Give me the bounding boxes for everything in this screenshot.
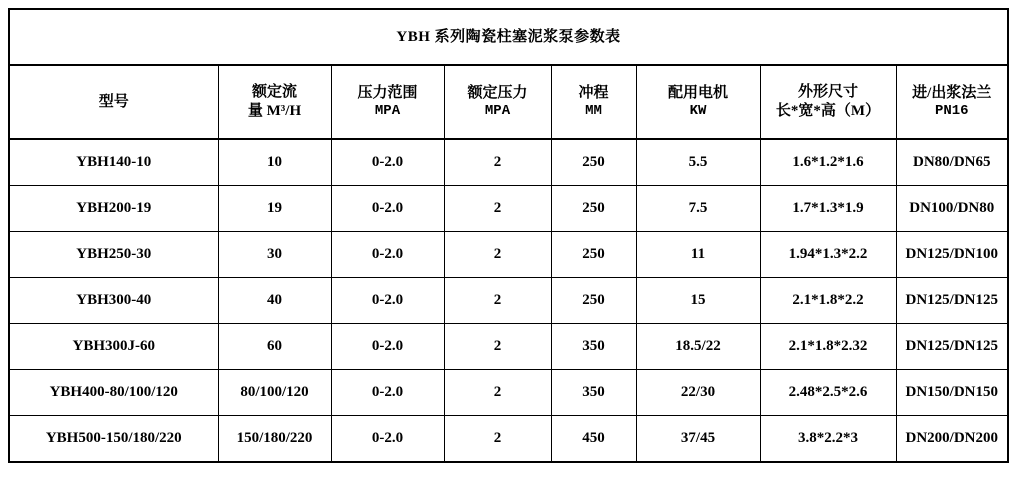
- table-row: [9, 370, 1008, 416]
- cell-dimensions: 1.7*1.3*1.9: [760, 186, 896, 232]
- page-title: YBH 系列陶瓷柱塞泥浆泵参数表: [9, 9, 1008, 65]
- cell-stroke: 250: [551, 186, 636, 232]
- cell-dimensions: 3.8*2.2*3: [760, 416, 896, 463]
- cell-dimensions: 2.48*2.5*2.6: [760, 370, 896, 416]
- cell-flange: DN150/DN150: [896, 370, 1008, 416]
- cell-dimensions: 1.6*1.2*1.6: [760, 139, 896, 186]
- table-row: [9, 232, 1008, 278]
- column-header-pressure-range-line2: MPA: [374, 102, 401, 119]
- cell-dimensions: 2.1*1.8*2.32: [760, 324, 896, 370]
- cell-flow: 10: [218, 139, 331, 186]
- cell-rated-pressure: 2: [444, 232, 551, 278]
- cell-pressure-range: 0-2.0: [331, 416, 444, 463]
- cell-model: YBH200-19: [9, 186, 218, 232]
- cell-rated-pressure: 2: [444, 370, 551, 416]
- cell-rated-pressure: 2: [444, 324, 551, 370]
- column-header-pressure-range-line1: 压力范围: [357, 84, 418, 101]
- cell-rated-pressure: 2: [444, 416, 551, 463]
- cell-flow: 30: [218, 232, 331, 278]
- cell-flange: DN100/DN80: [896, 186, 1008, 232]
- column-header-dimensions-line1: 外形尺寸: [797, 84, 858, 101]
- cell-stroke: 450: [551, 416, 636, 463]
- table-row: [9, 278, 1008, 324]
- column-header-flange-line1: 进/出浆法兰: [912, 84, 992, 101]
- table-header-row: [9, 65, 1008, 139]
- cell-flange: DN200/DN200: [896, 416, 1008, 463]
- cell-flow: 150/180/220: [218, 416, 331, 463]
- column-header-flow-line2: 量 M³/H: [247, 103, 302, 119]
- document-sheet: [0, 8, 1011, 484]
- cell-motor: 22/30: [636, 370, 760, 416]
- column-header-motor: [636, 65, 760, 139]
- cell-motor: 7.5: [636, 186, 760, 232]
- cell-model: YBH300J-60: [9, 324, 218, 370]
- table-row: [9, 416, 1008, 463]
- table-row: [9, 139, 1008, 186]
- column-header-rated-pressure: [444, 65, 551, 139]
- cell-flow: 80/100/120: [218, 370, 331, 416]
- column-header-dimensions-line2: 长*宽*高（M）: [775, 103, 881, 119]
- cell-stroke: 250: [551, 139, 636, 186]
- cell-stroke: 350: [551, 324, 636, 370]
- cell-dimensions: 2.1*1.8*2.2: [760, 278, 896, 324]
- cell-stroke: 350: [551, 370, 636, 416]
- table-title-row: [9, 9, 1008, 65]
- cell-rated-pressure: 2: [444, 139, 551, 186]
- cell-rated-pressure: 2: [444, 278, 551, 324]
- cell-pressure-range: 0-2.0: [331, 324, 444, 370]
- column-header-flange-line2: PN16: [934, 102, 969, 119]
- cell-flange: DN125/DN125: [896, 324, 1008, 370]
- cell-model: YBH140-10: [9, 139, 218, 186]
- cell-model: YBH500-150/180/220: [9, 416, 218, 463]
- table-row: [9, 324, 1008, 370]
- parameters-table: [8, 8, 1009, 463]
- column-header-stroke-line1: 冲程: [578, 84, 609, 101]
- cell-motor: 18.5/22: [636, 324, 760, 370]
- column-header-rated-pressure-line2: MPA: [484, 102, 511, 119]
- cell-stroke: 250: [551, 232, 636, 278]
- cell-pressure-range: 0-2.0: [331, 139, 444, 186]
- cell-model: YBH400-80/100/120: [9, 370, 218, 416]
- column-header-pressure-range: [331, 65, 444, 139]
- column-header-model-line1: 型号: [98, 93, 129, 110]
- cell-pressure-range: 0-2.0: [331, 186, 444, 232]
- cell-stroke: 250: [551, 278, 636, 324]
- cell-pressure-range: 0-2.0: [331, 278, 444, 324]
- cell-motor: 15: [636, 278, 760, 324]
- cell-model: YBH300-40: [9, 278, 218, 324]
- column-header-motor-line1: 配用电机: [667, 84, 728, 101]
- column-header-flow-line1: 额定流: [251, 84, 297, 101]
- column-header-dimensions: [760, 65, 896, 139]
- cell-flange: DN125/DN100: [896, 232, 1008, 278]
- column-header-flow: [218, 65, 331, 139]
- cell-flange: DN125/DN125: [896, 278, 1008, 324]
- cell-motor: 5.5: [636, 139, 760, 186]
- cell-rated-pressure: 2: [444, 186, 551, 232]
- table-body: [9, 139, 1008, 462]
- cell-flow: 19: [218, 186, 331, 232]
- cell-flange: DN80/DN65: [896, 139, 1008, 186]
- column-header-flange: [896, 65, 1008, 139]
- cell-pressure-range: 0-2.0: [331, 370, 444, 416]
- column-header-rated-pressure-line1: 额定压力: [467, 84, 528, 101]
- cell-flow: 40: [218, 278, 331, 324]
- column-header-model: [9, 65, 218, 139]
- cell-dimensions: 1.94*1.3*2.2: [760, 232, 896, 278]
- cell-pressure-range: 0-2.0: [331, 232, 444, 278]
- column-header-stroke: [551, 65, 636, 139]
- column-header-motor-line2: KW: [689, 102, 707, 119]
- cell-model: YBH250-30: [9, 232, 218, 278]
- table-row: [9, 186, 1008, 232]
- cell-motor: 11: [636, 232, 760, 278]
- cell-motor: 37/45: [636, 416, 760, 463]
- cell-flow: 60: [218, 324, 331, 370]
- column-header-stroke-line2: MM: [585, 102, 602, 119]
